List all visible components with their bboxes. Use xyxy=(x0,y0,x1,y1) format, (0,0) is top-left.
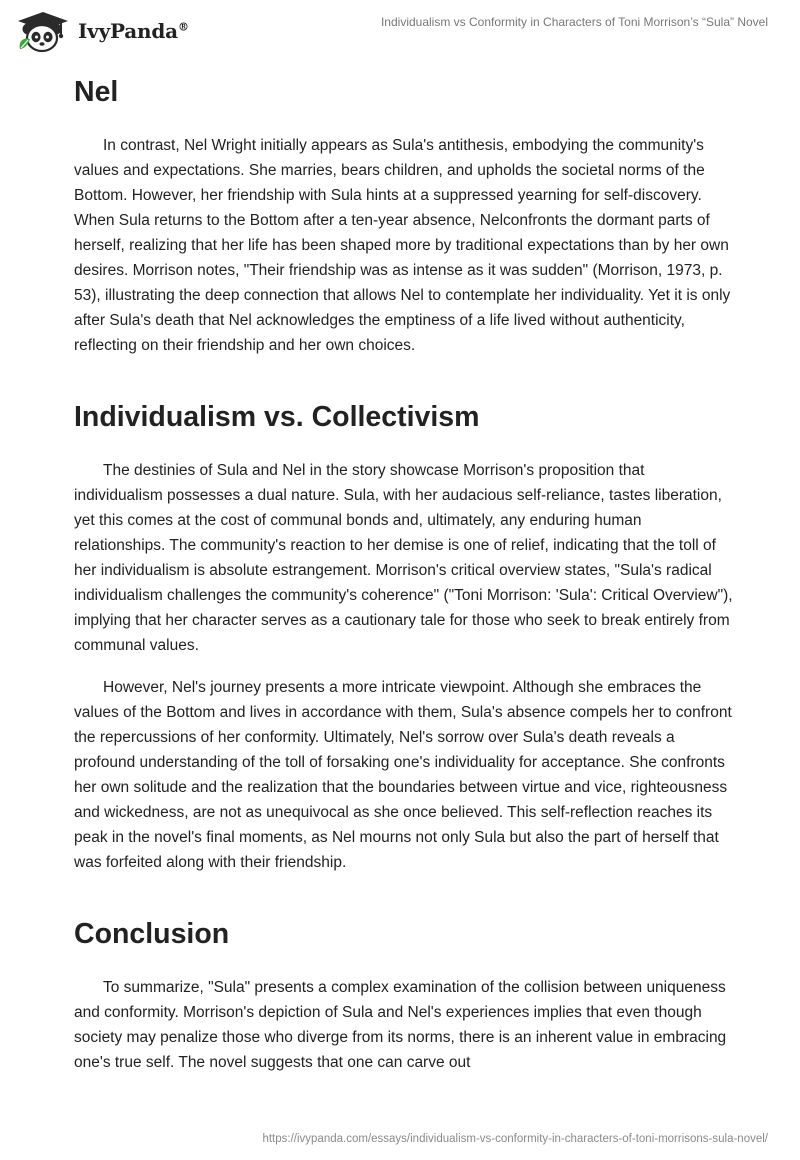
document-title: Individualism vs Conformity in Characters of Toni Morrison’s “Sula” Novel xyxy=(380,15,768,29)
section-heading-nel: Nel xyxy=(74,76,119,108)
section-heading-individualism: Individualism vs. Collectivism xyxy=(74,401,480,433)
paragraph-individualism-2: However, Nel's journey presents a more intricate viewpoint. Although she embraces the values of the Bottom and lives in accordance with them, Sula's absence compels her to confront the repercussions of her conformity. Ultimately, Nel's sorrow over Sula's death reveals a profound understanding of the toll of forsaking one's individuality for acceptance. She confronts her own solitude and the realization that the boundaries between virtue and vice, righteousness and wickedness, are not as unequivocal as she once believed. This self-reflection reaches its peak in the novel's final moments, as Nel mourns not only Sula but also the part of herself that was forfeited along with their friendship. xyxy=(74,679,732,871)
brand-name: IvyPanda® xyxy=(78,19,189,43)
paragraph-conclusion: To summarize, "Sula" presents a complex examination of the collision between uniqueness and conformity. Morrison's depiction of Sula and Nel's experiences implies that even though society may penalize those who diverge from its norms, there is an inherent value in embracing one's true self. The novel suggests that one can carve out xyxy=(74,979,727,1071)
ivypanda-logo[interactable] xyxy=(14,9,189,53)
paragraph-nel: In contrast, Nel Wright initially appears as Sula's antithesis, embodying the community's values and expectations. She marries, bears children, and upholds the societal norms of the Bottom. However, her friendship with Sula hints at a suppressed yearning for self-discovery. When Sula returns to the Bottom after a ten-year absence, Nelconfronts the dormant parts of herself, realizing that her life has been shaped more by traditional expectations than by her own desires. Morrison notes, "Their friendship was as intense as it was sudden" (Morrison, 1973, p. 53), illustrating the deep connection that allows Nel to contemplate her individuality. Yet it is only after Sula's death that Nel acknowledges the emptiness of a life lived without authenticity, reflecting on their friendship and her own choices. xyxy=(74,137,731,354)
page-header xyxy=(0,0,800,60)
source-url[interactable]: https://ivypanda.com/essays/individualism-vs-conformity-in-characters-of-toni-morrisons-sula-novel/ xyxy=(262,1133,768,1145)
panda-graduation-cap-icon xyxy=(14,9,72,53)
section-heading-conclusion: Conclusion xyxy=(74,918,230,950)
paragraph-individualism-1: The destinies of Sula and Nel in the story showcase Morrison's proposition that individualism possesses a dual nature. Sula, with her audacious self-reliance, tastes liberation, yet this comes at the cost of communal bonds and, ultimately, any enduring human relationships. The community's reaction to her demise is one of relief, indicating that the toll of her individualism is absolute estrangement. Morrison's critical overview states, "Sula's radical individualism challenges the community's coherence" ("Toni Morrison: 'Sula': Critical Overview"), implying that her character serves as a cautionary tale for those who seek to break entirely from communal values. xyxy=(74,462,733,654)
